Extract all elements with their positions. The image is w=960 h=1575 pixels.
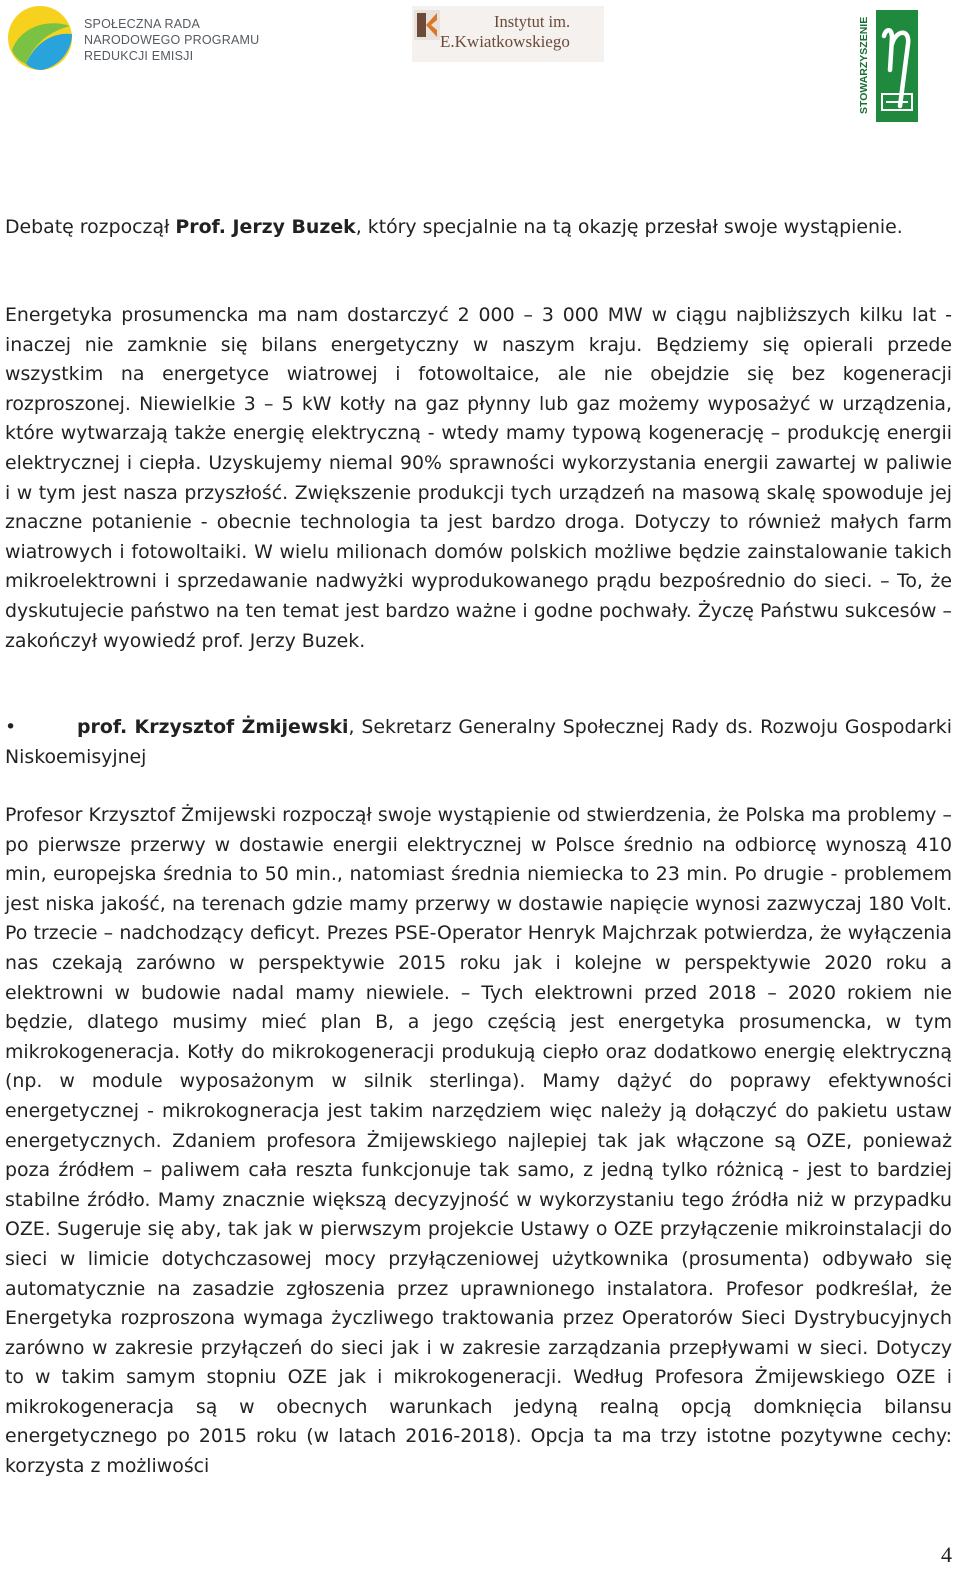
speaker-role: , Sekretarz Generalny Społecznej Rady ds. Rozwoju Gospodarki Niskoemisyjnej [5, 716, 952, 768]
sun-leaf-logo-icon [6, 4, 78, 74]
logo-left-line: REDUKCJI EMISJI [84, 49, 194, 63]
logo-left-line: SPOŁECZNA RADA [84, 17, 201, 31]
stowarzyszenie-eta-logo [858, 10, 922, 122]
intro-speaker-name: Prof. Jerzy Buzek [175, 216, 356, 238]
stowarzyszenie-label: STOWARZYSZENIE [858, 16, 870, 114]
bullet-mark: • [5, 716, 17, 738]
eta-mark [876, 10, 918, 122]
spolecna-rada-logo [6, 4, 266, 74]
buzek-statement-paragraph: Energetyka prosumencka ma nam dostarczyć 2 000 – 3 000 MW w ciągu najbliższych kilku lat - inaczej nie zamknie się bilans energetyczny w naszym kraju. Będziemy się opierali przede wszystkim na energetyce wiatrowej i fotowoltaice, ale nie obejdzie się bez kogeneracji rozproszonej. Niewielkie 3 – 5 kW kotły na gaz płynny lub gaz możemy wyposażyć w urządzenia, które wytwarzają także energię elektryczną - wtedy mamy typową kogenerację – produkcję energii elektrycznej i ciepła. Uzyskujemy niemal 90% sprawności wykorzystania energii zawartej w paliwie i w tym jest nasza przyszłość. Zwiększenie produkcji tych urządzeń na masową skalę spowoduje jej znaczne potanienie - obecnie technologia ta jest bardzo droga. Dotyczy to również małych farm wiatrowych i fotowoltaiki. W wielu milionach domów polskich możliwe będzie zainstalowanie takich mikroelektrowni i sprzedawanie nadwyżki wyprodukowanego prądu bezpośrednio do sieci. – To, że dyskutujecie państwo na ten temat jest bardzo ważne i godne pochwały. Życzę Państwu sukcesów – zakończył wyowiedź prof. Jerzy Buzek. [5, 304, 952, 652]
zmijewski-statement-paragraph: Profesor Krzysztof Żmijewski rozpoczął swoje wystąpienie od stwierdzenia, że Polska ma problemy – po pierwsze przerwy w dostawie energii elektrycznej w Polsce średnio na odbiorcę wynoszą 410 min, europejska średnia to 50 min., natomiast średnia niemiecka to 23 min. Po drugie - problemem jest niska jakość, na terenach gdzie mamy przerwy w dostawie napięcie wynosi zazwyczaj 180 Volt. Po trzecie – nadchodzący deficyt. Prezes PSE-Operator Henryk Majchrzak potwierdza, że wyłączenia nas czekają zarówno w perspektywie 2015 roku jak i kolejne w perspektywie 2020 roku a elektrowni w budowie nadal mamy niewiele. – Tych elektrowni przed 2018 – 2020 rokiem nie będzie, dlatego musimy mieć plan B, a jego częścią jest energetyka prosumencka, w tym mikrokogeneracja. Kotły do mikrokogeneracji produkują ciepło oraz dodatkowo energię elektryczną (np. w module wyposażonym w silnik sterlinga). Mamy dążyć do poprawy efektywności energetycznej - mikrokogneracja jest takim narzędziem więc należy ją dołączyć do pakietu ustaw energetycznych. Zdaniem profesora Żmijewskiego najlepiej tak jak włączone są OZE, ponieważ poza źródłem – paliwem cała reszta funkcjonuje tak samo, z jedną tylko różnicą - jest to bardziej stabilne źródło. Mamy znacznie większą decyzyjność w wykorzystaniu tego źródła niż w przypadku OZE. Sugeruje się aby, tak jak w pierwszym projekcie Ustawy o OZE przyłączenie mikroinstalacji do sieci w limicie dotychczasowej mocy przyłączeniowej użytkownika (prosumenta) odbywało się automatycznie na zasadzie zgłoszenia przez uprawnionego instalatora. Profesor podkreślał, że Energetyka rozproszona wymaga życzliwego traktowania przez Operatorów Sieci Dystrybucyjnych zarówno w zakresie przyłączeń do sieci jak i w zakresie zarządzania przepływami w sieci. Dotyczy to w takim samym stopniu OZE jak i mikrokogeneracji. Według Profesora Żmijewskiego OZE i mikrokogeneracja są w obecnych warunkach jedyną realną opcją domknięcia bilansu energetycznego po 2015 roku (w latach 2016-2018). Opcja ta ma trzy istotne pozytywne cechy: korzysta z możliwości [5, 804, 952, 1478]
logo-left-line: NARODOWEGO PROGRAMU [84, 33, 260, 47]
speaker-name: prof. Krzysztof Żmijewski [77, 716, 349, 738]
intro-paragraph [5, 213, 952, 243]
page-number: 4 [941, 1542, 952, 1567]
page-header [0, 0, 960, 130]
instytut-logo [412, 6, 604, 62]
speaker-bullet-item [5, 713, 952, 772]
eta-symbol-icon [876, 10, 918, 122]
instytut-line-1: Instytut im. [494, 12, 571, 31]
instytut-emblem-icon [414, 10, 440, 40]
intro-after: , który specjalnie na tą okazję przesłał swoje wystąpienie. [355, 216, 903, 238]
instytut-line-2: E.Kwiatkowskiego [440, 32, 570, 51]
intro-before: Debatę rozpoczął [5, 216, 176, 238]
